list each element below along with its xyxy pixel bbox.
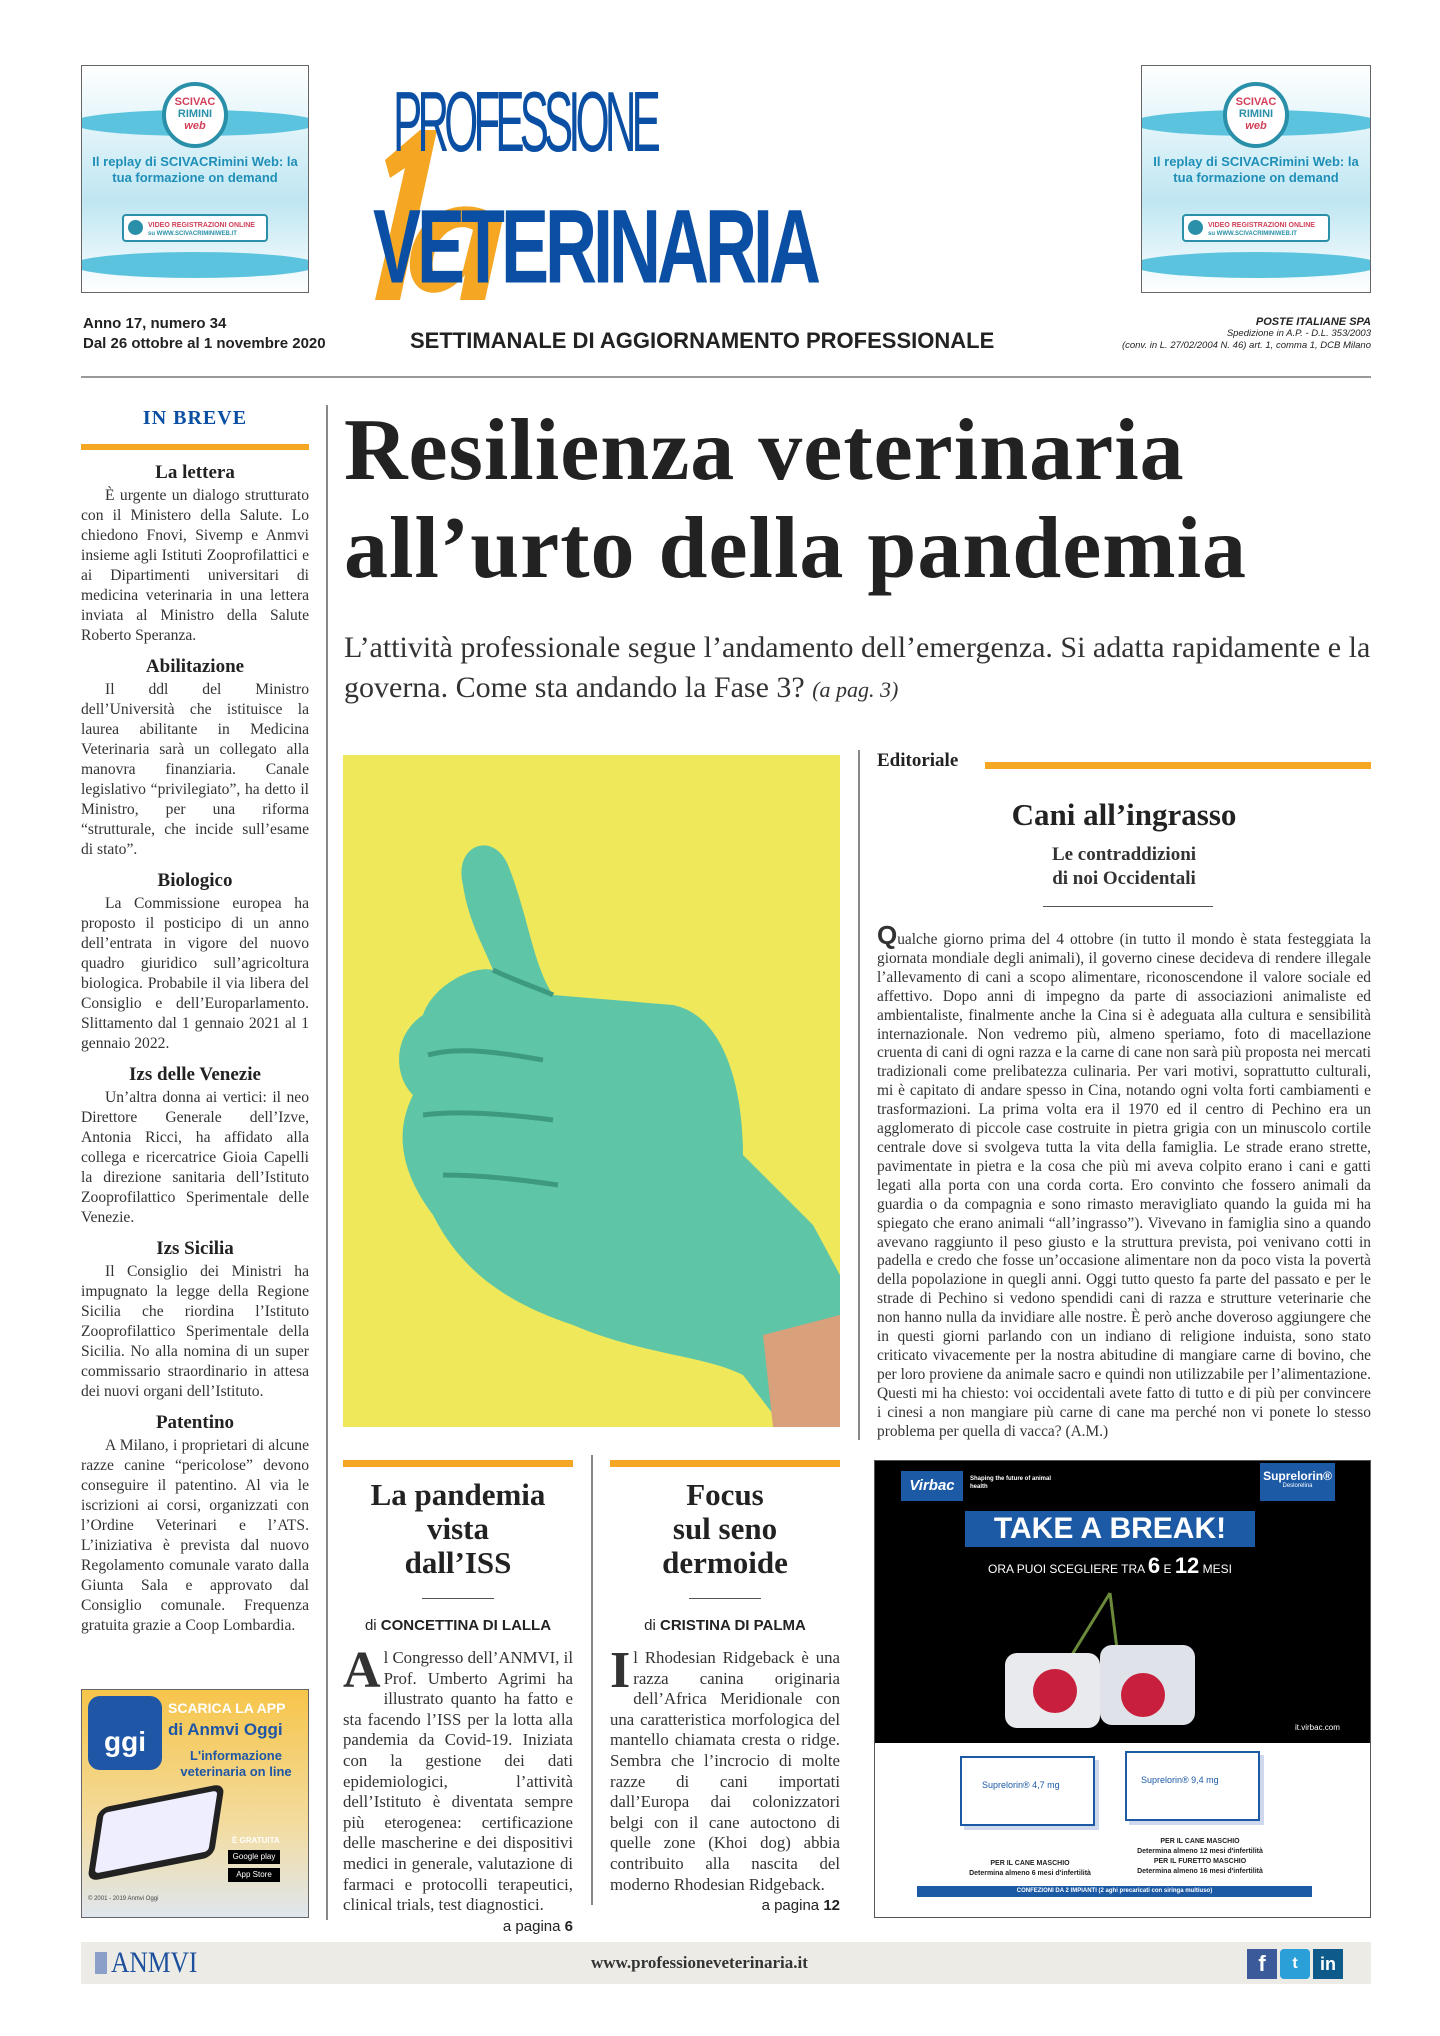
play-icon: [1188, 220, 1203, 235]
badge-text: RIMINI: [177, 108, 213, 120]
app-ad-line2: di Anmvi Oggi: [168, 1720, 283, 1739]
thumbs-up-glove-photo: [343, 755, 840, 1427]
badge-text: web: [1245, 120, 1267, 132]
separator: [422, 1598, 494, 1599]
editorial-text: ualche giorno prima del 4 ottobre (in tutto il mondo è stata festeggiata la giornata mondiale degli animali), il governo cinese decideva di rendere illegale l’allevamento di cani a scopo alimentare, riconoscendone il valore sociale ed affettivo. Dopo anni di impegno da parte di associazioni animaliste ed ambientaliste, finalmente anche la Cina si è adeguata alla cultura e sensibilità internazionale. Non vedremo più, almeno speriamo, foto di macellazione cruenta di cani di ogni razza e la carne di cane non sarà più proposta nei mercati tradizionali come prelibatezza culinaria. Per vari motivi, soprattutto culturali, mi è capitato di andare spesso in Cina, notando ogni volta forti cambiamenti e trasformazioni. La prima volta era il 1970 ed il centro di Pechino era un agglomerato di piccole case costruite in pietra grigia con un minuscolo cortile centrale dove si svolgeva tutta la vita della famiglia. Le strade erano strette, pavimentate in pietra e la cosa che più mi aveva colpito erano i cani e gatti legati alla porta con una corda corta. Ero convinto che fossero animali da guardia o da compagnia e sono rimasto meravigliato quando la guida mi ha spiegato che erano animali “all’ingrasso”). Vivevano in famiglia sino a quando avevano raggiunto il peso giusto e la struttura prevista, poi venivano cotti in padella e credo che fosse un’occasione alimentare non da poco vista la povertà della popolazione in quegli anni. Oggi tutto questo fa parte del passato e per le strade di Pechino si vedono spendidi cani di razza e strutture veterinarie che non hanno nulla da invidiare alle nostre. È però anche doveroso aggiungere che in questi giorni parlando con un indiano di religione induista, sono stato criticato vivacemente per la nostra abitudine di mangiare carne di bovino, che per loro proviene da animale sacro e quindi non utilizzabile per l’alimentazione. Questi mi ha chiesto: voi occidentali avete fatto di tutto e di più per convincere i cinesi a non mangiare più carne di cane ma perché non vi ponete lo stesso problema per quella di vacca? (A.M.): [877, 931, 1371, 1440]
issue-info: [83, 314, 326, 354]
subtitle-text: L’attività professionale segue l’andamento dell’emergenza. Si adatta rapidamente e la governa. Come sta andando la Fase 3?: [344, 631, 1371, 704]
article-text: [610, 1642, 840, 1895]
article-body: l Congresso dell’ANMVI, il Prof. Umberto Agrimi ha illustrato quanto ha fatto e sta facendo l’ISS per la lotta alla pandemia da Covid-19. Iniziata con la gestione dei dati epidemiologici, l’attività dell’Istituto è diventata sempre più eterogenea: certificazione delle mascherine e dei dispositivi medici in generale, valutazione di farmaci e protocolli terapeutici, clinical trials, test diagnostici.: [343, 1648, 573, 1915]
product-box-1: [960, 1756, 1095, 1826]
anmvi-logo-icon: [95, 1952, 107, 1974]
drop-cap: I: [610, 1642, 631, 1699]
ad-headline: Il replay di SCIVACRimini Web: la tua formazione on demand: [1153, 154, 1359, 185]
website-link[interactable]: www.professioneveterinaria.it: [591, 1953, 808, 1972]
author-name: CONCETTINA DI LALLA: [380, 1617, 552, 1634]
page-number: 6: [564, 1917, 573, 1935]
suprelorin-logo: [1260, 1463, 1335, 1501]
sub-text: MESI: [1202, 1562, 1232, 1576]
drop-cap: A: [343, 1642, 381, 1699]
app-ad-line3: L'informazione veterinaria on line: [180, 1748, 292, 1779]
postal-line: (conv. in L. 27/02/2004 N. 46) art. 1, comma 1, DCB Milano: [1121, 340, 1371, 351]
caption-line: Determina almeno 16 mesi d'infertilità: [1137, 1868, 1263, 1875]
title-line: dermoide: [662, 1545, 788, 1580]
title-line: dall’ISS: [404, 1545, 512, 1580]
masthead-logo[interactable]: [345, 70, 1115, 305]
frozen-cherries-icon: [995, 1583, 1215, 1733]
issue-number: Anno 17, numero 34: [83, 315, 227, 332]
scivac-ad-right[interactable]: [1141, 65, 1371, 293]
brief-title: Biologico: [157, 870, 233, 891]
button-url: su WWW.SCIVACRIMINIWEB.IT: [1208, 231, 1297, 237]
brief-title: Izs delle Venezie: [129, 1064, 261, 1085]
badge-text: SCIVAC: [1235, 96, 1277, 108]
months-6: 6: [1147, 1553, 1161, 1578]
anmvi-logo[interactable]: ANMVI: [111, 1946, 198, 1979]
byline: [610, 1617, 840, 1634]
subtitle-line: di noi Occidentali: [1052, 868, 1196, 889]
brief-text: Il ddl del Ministro dell’Università che istituisce la laurea abilitante in Medicina Veterinaria sarà un collegato alla manovra finanziaria. Canale legislativo “privilegiato”, ha detto il Ministro, per una riforma “strutturale, che incide sull’esame di stato”.: [81, 681, 309, 858]
box-label: Suprelorin® 9,4 mg: [1141, 1775, 1219, 1785]
wave-decoration: [1141, 252, 1371, 278]
sidebar-title: IN BREVE: [142, 407, 248, 429]
article-title: [343, 1478, 573, 1580]
caption-line: Determina almeno 6 mesi d'infertilità: [969, 1870, 1091, 1877]
article-body: l Rhodesian Ridgeback è una razza canina originaria dell’Africa Meridionale con una caratteristica morfologica del mantello chiamata cresta o ridge. Sembra che l’incrocio di molte razze di cani importati dall’Europa dai colonizzatori belgi con il cane autoctono di quelle zone (Khoi dog) abbia contribuito alla nascita del moderno Rhodesian Ridgeback.: [610, 1648, 840, 1894]
play-icon: [128, 220, 143, 235]
ad-headline: Il replay di SCIVACRimini Web: la tua formazione on demand: [92, 154, 298, 185]
column-divider: [858, 750, 860, 1440]
orange-bar: [610, 1460, 840, 1467]
by-prefix: di: [364, 1617, 377, 1634]
postal-info: [1122, 316, 1371, 352]
wave-decoration: [81, 252, 309, 278]
badge-text: SCIVAC: [174, 96, 216, 108]
brief-text: A Milano, i proprietari di alcune razze canine “pericolose” devono conseguire il patentino. Al via le iscrizioni ai corsi, organizzati con l’Ordine Veterinari e l’ATS. L’iniziativa è prevista dal nuovo Regolamento comunale varato dalla Giunta Sala e approvato dal Consiglio comunale. Frequenza gratuita grazie a Coop Lombardia.: [81, 1437, 309, 1634]
brief-text: Un’altra donna ai vertici: il neo Direttore Generale dell’Izve, Antonia Ricci, ha affidato alla collega e ricercatrice Gioia Capelli la direzione sanitaria dell’Istituto Zooprofilattico Sperimentale delle Venezie.: [81, 1089, 309, 1226]
postal-line: POSTE ITALIANE SPA: [1255, 316, 1371, 328]
badge-text: RIMINI: [1238, 108, 1274, 120]
google-play-badge[interactable]: Google play: [228, 1850, 280, 1864]
button-label: VIDEO REGISTRAZIONI ONLINE: [1208, 222, 1315, 229]
ad-subheadline: [965, 1553, 1255, 1579]
anmvi-oggi-app-ad[interactable]: [81, 1689, 309, 1918]
scivac-ad-left[interactable]: [81, 65, 309, 293]
separator: [1043, 906, 1213, 907]
button-url: su WWW.SCIVACRIMINIWEB.IT: [148, 231, 237, 237]
caption-1: [945, 1859, 1115, 1879]
orange-bar: [81, 444, 309, 450]
brief-title: Abilitazione: [145, 656, 245, 677]
tagline: SETTIMANALE DI AGGIORNAMENTO PROFESSIONALE: [410, 328, 995, 353]
article-title: [610, 1478, 840, 1580]
icon-text: ggi: [104, 1726, 146, 1757]
scivac-logo: [1223, 82, 1289, 148]
box-label: Suprelorin® 4,7 mg: [982, 1780, 1060, 1790]
months-12: 12: [1174, 1553, 1200, 1578]
page-reference[interactable]: (a pag. 3): [812, 677, 899, 702]
editorial-body: [877, 920, 1371, 1441]
product-sub: Deslorelina: [1282, 1483, 1313, 1489]
video-button[interactable]: [122, 214, 268, 242]
title-line: vista: [427, 1511, 489, 1546]
drop-cap: Q: [877, 920, 898, 950]
caption-line: PER IL CANE MASCHIO: [1160, 1838, 1240, 1845]
article-text: [343, 1642, 573, 1916]
orange-bar: [985, 762, 1371, 769]
separator: [689, 1598, 761, 1599]
title-line: Focus: [686, 1477, 764, 1512]
linkedin-icon[interactable]: in: [1313, 1949, 1343, 1979]
product-name: Suprelorin®: [1263, 1469, 1332, 1483]
subtitle-line: Le contraddizioni: [1051, 844, 1197, 865]
title-line: sul seno: [672, 1511, 778, 1546]
product-box-2: [1125, 1751, 1260, 1821]
ad-headline: TAKE A BREAK!: [965, 1511, 1255, 1547]
ad-url[interactable]: it.virbac.com: [1295, 1723, 1340, 1732]
byline: [343, 1617, 573, 1634]
sub-text: E: [1163, 1562, 1172, 1576]
facebook-icon[interactable]: f: [1247, 1949, 1277, 1979]
column-divider: [591, 1455, 593, 1905]
brief-title: Izs Sicilia: [156, 1238, 234, 1259]
main-headline: [344, 402, 1374, 598]
phone-image: [87, 1783, 225, 1881]
virbac-logo: Virbac: [901, 1471, 963, 1501]
brand-tagline: Shaping the future of animal health: [970, 1476, 1052, 1490]
pack-info-bar: CONFEZIONI DA 2 IMPIANTI (2 aghi precaricati con siringa multiuso): [917, 1886, 1312, 1897]
title-line: La pandemia: [370, 1477, 546, 1512]
logo-line2: VETERINARIA: [373, 189, 818, 306]
by-prefix: di: [644, 1617, 656, 1634]
twitter-icon[interactable]: t: [1280, 1949, 1310, 1979]
brief-text: La Commissione europea ha proposto il posticipo di un anno dell’entrata in vigore del nuovo quadro giuridico sull’agricoltura biologica. Probabile il via libera del Consiglio e dell’Europarlamento. Slittamento dal 1 gennaio 2021 al 1 gennaio 2022.: [81, 895, 309, 1052]
brief-text: È urgente un dialogo strutturato con il Ministero della Salute. Lo chiedono Fnovi, Sivemp e Anmvi insieme agli Istituti Zooprofilattici e ai Dipartimenti universitari di medicina veterinaria in una lettera inviata al Ministro della Salute Roberto Speranza.: [81, 487, 309, 644]
section-label: Editoriale: [877, 750, 959, 771]
author-name: CRISTINA DI PALMA: [660, 1617, 806, 1634]
article-seno-dermoide[interactable]: [610, 1478, 840, 1914]
logo-line1: PROFESSIONE: [393, 75, 656, 171]
issue-dates: Dal 26 ottobre al 1 novembre 2020: [83, 335, 326, 352]
column-divider: [326, 405, 328, 1920]
caption-line: PER IL CANE MASCHIO: [990, 1860, 1070, 1867]
copyright: © 2001 - 2019 Anmvi Oggi: [88, 1896, 159, 1902]
badge-text: web: [184, 120, 206, 132]
continued-link[interactable]: [610, 1897, 840, 1914]
free-label: È GRATUITA: [232, 1836, 280, 1845]
scivac-logo: [162, 82, 228, 148]
sub-text: ORA PUOI SCEGLIERE TRA: [988, 1562, 1145, 1576]
editorial-title: Cani all’ingrasso: [1011, 797, 1237, 832]
caption-line: PER IL FURETTO MASCHIO: [1153, 1858, 1247, 1865]
headline-line1: Resilienza veterinaria: [344, 402, 1185, 499]
app-store-badge[interactable]: App Store: [228, 1868, 280, 1882]
editorial-subtitle: [877, 843, 1371, 891]
headline-subtitle: [344, 628, 1374, 710]
glove-thumbs-up-icon: [343, 755, 840, 1427]
virbac-suprelorin-ad[interactable]: [874, 1460, 1371, 1918]
orange-bar: [343, 1460, 573, 1467]
page-number: 12: [823, 1897, 840, 1915]
article-iss[interactable]: [343, 1478, 573, 1935]
anmvi-oggi-app-icon: [88, 1696, 162, 1770]
brief-title: La lettera: [155, 462, 235, 483]
app-ad-line1: SCARICA LA APP: [168, 1700, 286, 1716]
headline-line2: all’urto della pandemia: [344, 500, 1248, 597]
footer: [81, 1942, 1371, 1984]
brief-text: Il Consiglio dei Ministri ha impugnato la legge della Regione Sicilia che riordina l’Istituto Zooprofilattico Sperimentale della Sicilia. No alla nomina di un super commissario straordinario in attesa dei nuovi organi dell’Istituto.: [81, 1263, 309, 1400]
postal-line: Spedizione in A.P. - D.L. 353/2003: [1226, 328, 1371, 339]
page-prefix: a pagina: [761, 1897, 820, 1915]
caption-2: [1115, 1837, 1285, 1877]
video-button[interactable]: [1182, 214, 1330, 242]
brief-title: Patentino: [155, 1412, 235, 1433]
header-rule: [81, 376, 1371, 378]
button-label: VIDEO REGISTRAZIONI ONLINE: [148, 222, 255, 229]
page-prefix: a pagina: [502, 1917, 561, 1935]
news-briefs: [81, 452, 309, 1636]
continued-link[interactable]: [343, 1918, 573, 1935]
caption-line: Determina almeno 12 mesi d'infertilità: [1137, 1848, 1263, 1855]
